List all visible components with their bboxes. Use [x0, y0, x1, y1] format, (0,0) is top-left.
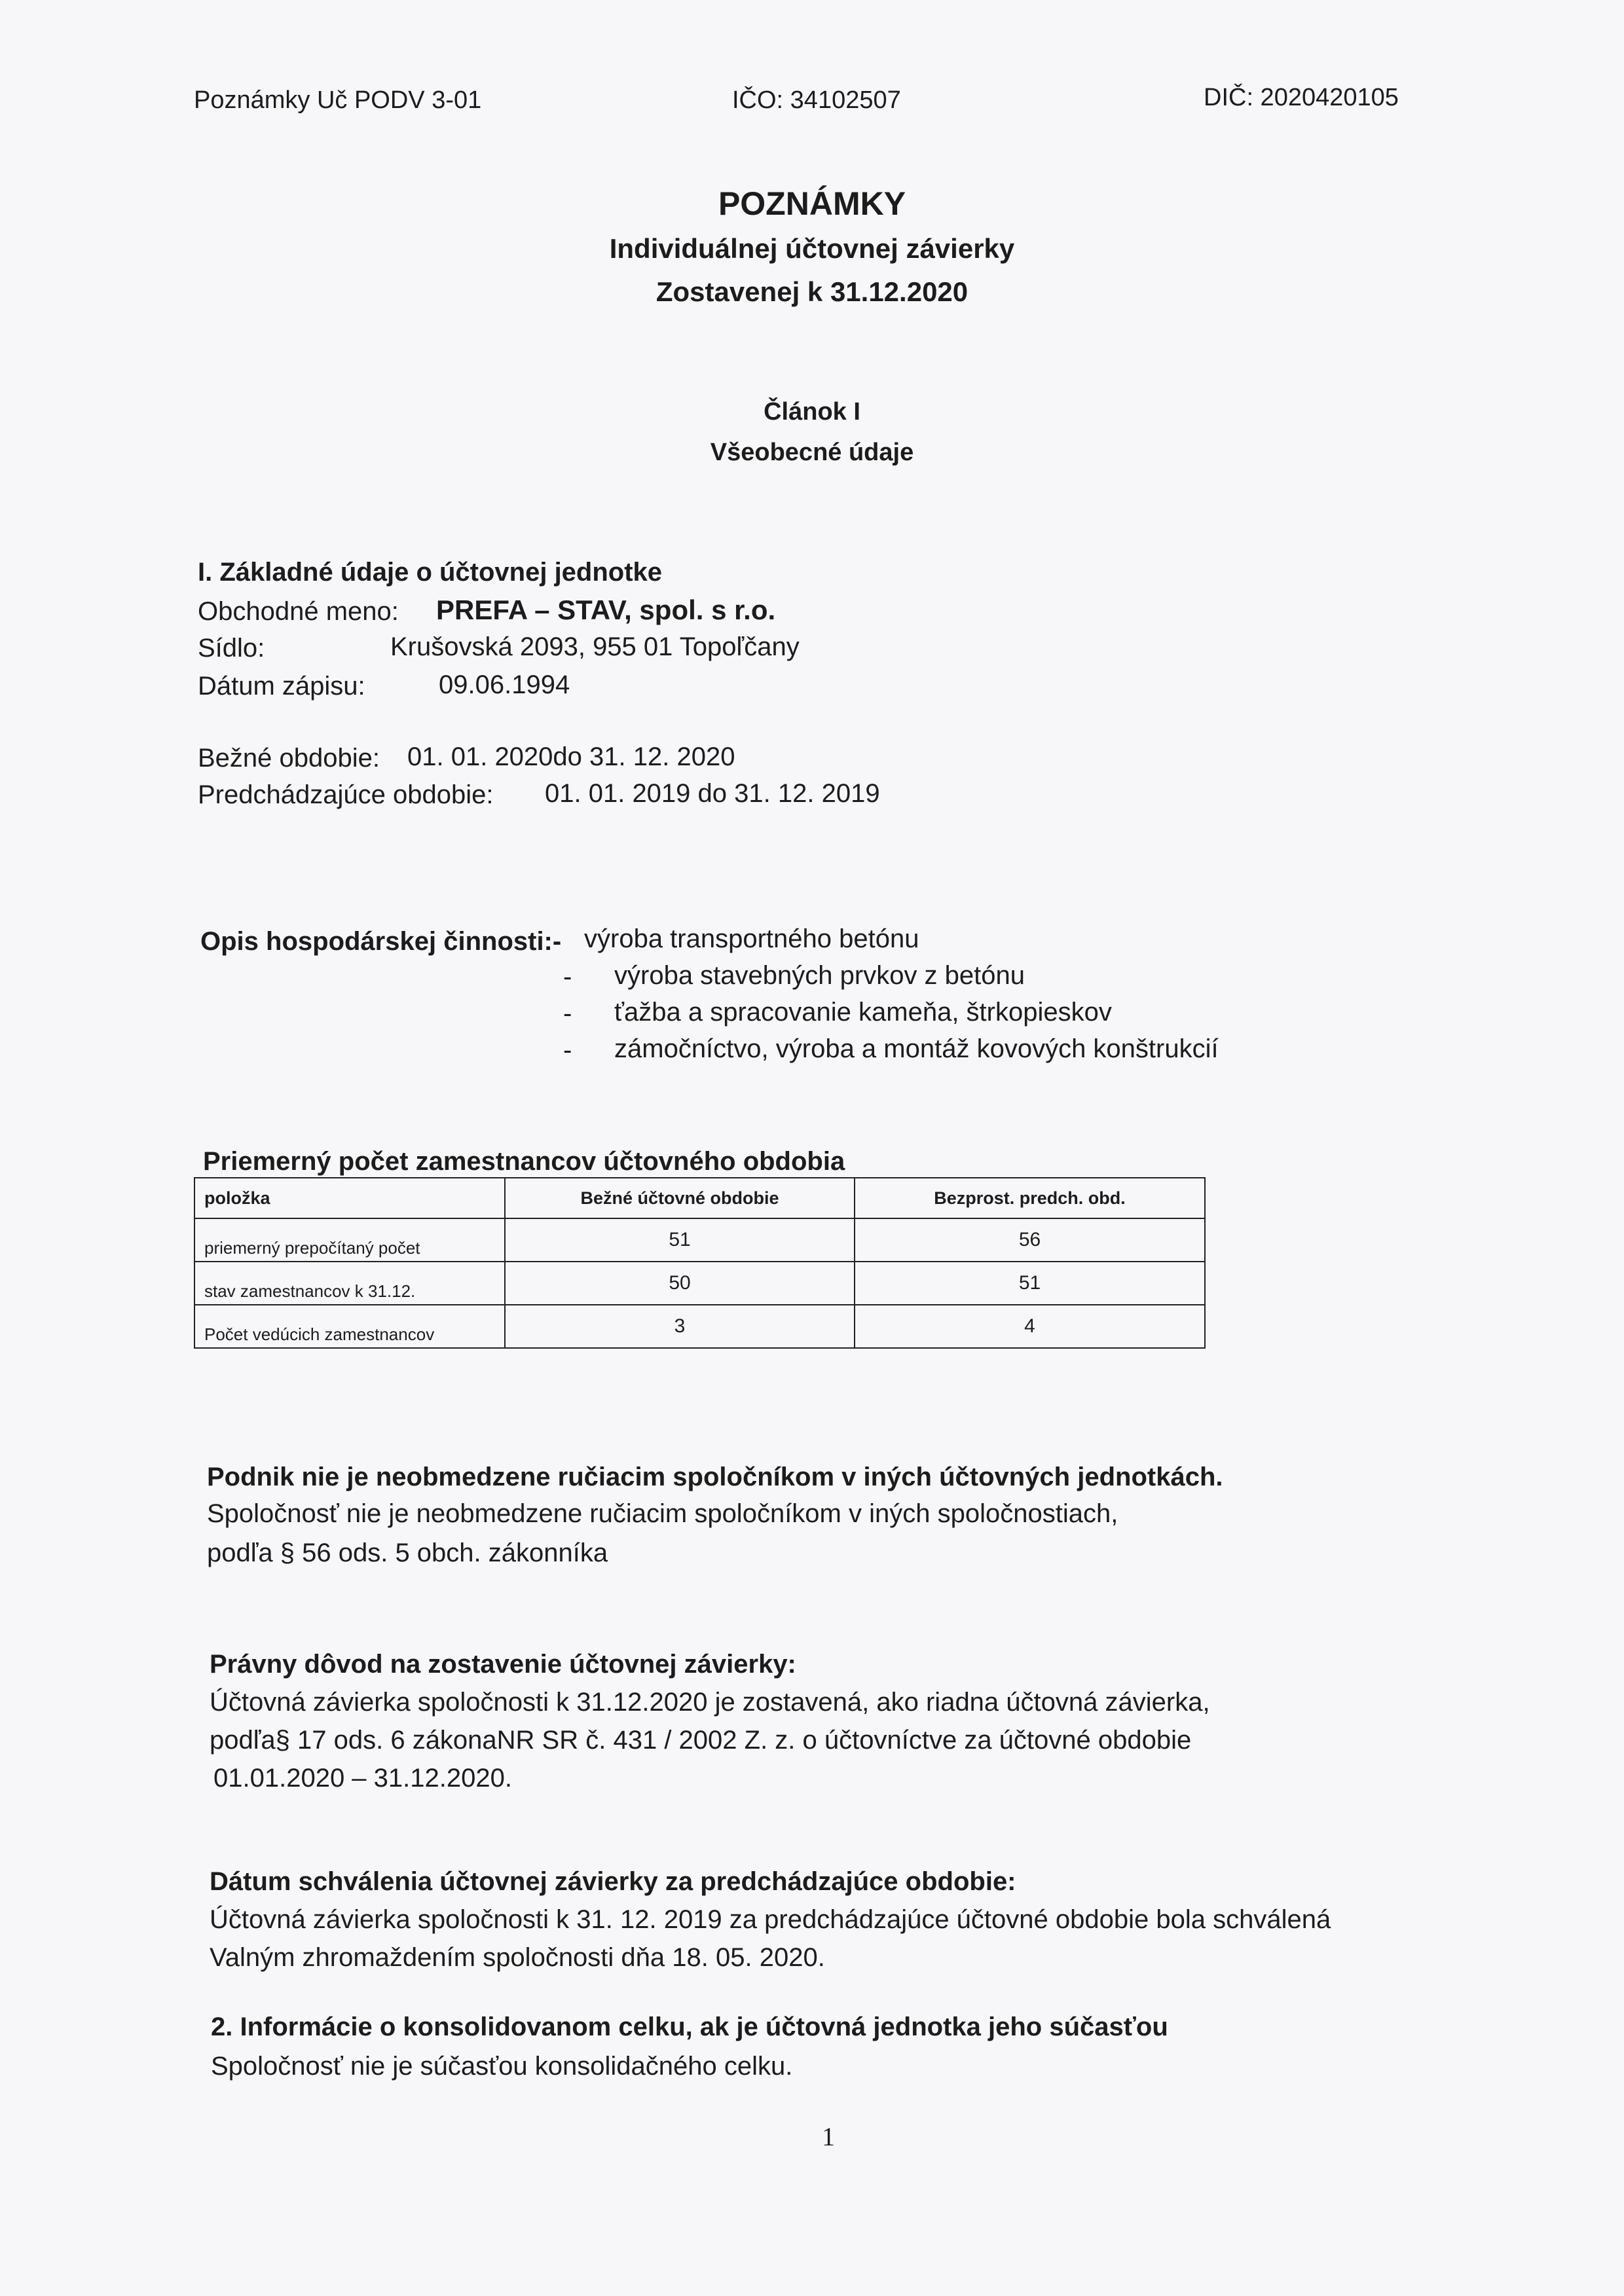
employees-heading: Priemerný počet zamestnancov účtovného obdobia	[203, 1147, 845, 1176]
registration-date-label: Dátum zápisu:	[198, 672, 365, 701]
table-cell: priemerný prepočítaný počet	[194, 1218, 505, 1262]
legal-reason-text: Účtovná závierka spoločnosti k 31.12.2020 je zostavená, ako riadna účtovná závierka,	[210, 1688, 1210, 1717]
header-dic: DIČ: 2020420105	[1204, 84, 1399, 111]
approval-text: Valným zhromaždením spoločnosti dňa 18. 05. 2020.	[210, 1943, 825, 1972]
approval-text: Účtovná závierka spoločnosti k 31. 12. 2019 za predchádzajúce účtovné obdobie bola schválená	[210, 1905, 1331, 1934]
article-title: Všeobecné údaje	[710, 439, 914, 466]
table-cell: 3	[505, 1305, 855, 1348]
table-row	[194, 1305, 1205, 1348]
table-cell: 50	[505, 1262, 855, 1305]
liability-text: Spoločnosť nie je neobmedzene ručiacim spoločníkom v iných spoločnostiach,	[207, 1499, 1118, 1528]
activity-dash: -	[563, 999, 572, 1028]
activity-item: výroba transportného betónu	[584, 924, 919, 953]
consolidation-heading: 2. Informácie o konsolidovanom celku, ak je účtovná jednotka jeho súčasťou	[211, 2013, 1168, 2041]
legal-reason-text: podľa§ 17 ods. 6 zákonaNR SR č. 431 / 2002 Z. z. o účtovníctve za účtovné obdobie	[210, 1726, 1192, 1755]
table-row	[194, 1218, 1205, 1262]
seat-label: Sídlo:	[198, 634, 265, 663]
legal-reason-heading: Právny dôvod na zostavenie účtovnej závierky:	[210, 1650, 796, 1679]
column-header: Bežné účtovné obdobie	[505, 1178, 855, 1218]
table-cell: 51	[855, 1262, 1205, 1305]
doc-title: POZNÁMKY	[718, 185, 906, 222]
liability-heading: Podnik nie je neobmedzene ručiacim spoločníkom v iných účtovných jednotkách.	[207, 1463, 1223, 1491]
table-cell: stav zamestnancov k 31.12.	[194, 1262, 505, 1305]
header-ico: IČO: 34102507	[732, 86, 901, 114]
section1-heading: I. Základné údaje o účtovnej jednotke	[198, 558, 663, 587]
consolidation-text: Spoločnosť nie je súčasťou konsolidačného celku.	[211, 2052, 793, 2081]
registration-date-value: 09.06.1994	[439, 670, 570, 699]
activity-item: ťažba a spracovanie kameňa, štrkopieskov	[614, 998, 1112, 1027]
article-number: Článok I	[764, 398, 860, 426]
activity-item: výroba stavebných prvkov z betónu	[614, 961, 1025, 990]
company-name-label: Obchodné meno:	[198, 597, 399, 626]
employees-table	[194, 1177, 1206, 1349]
activity-dash: -	[563, 1036, 572, 1065]
previous-period-label: Predchádzajúce obdobie:	[198, 780, 494, 809]
approval-heading: Dátum schválenia účtovnej závierky za predchádzajúce obdobie:	[210, 1867, 1016, 1896]
current-period-value: 01. 01. 2020do 31. 12. 2020	[407, 742, 735, 771]
table-row	[194, 1262, 1205, 1305]
table-cell: 4	[855, 1305, 1205, 1348]
seat-value: Krušovská 2093, 955 01 Topoľčany	[390, 632, 800, 661]
table-cell: 51	[505, 1218, 855, 1262]
activity-dash: -	[563, 962, 572, 991]
current-period-label: Bežné obdobie:	[198, 744, 380, 773]
previous-period-value: 01. 01. 2019 do 31. 12. 2019	[545, 779, 880, 808]
doc-subtitle: Individuálnej účtovnej závierky	[609, 233, 1015, 264]
activities-label: Opis hospodárskej činnosti:-	[200, 927, 562, 956]
legal-reason-text: 01.01.2020 – 31.12.2020.	[213, 1764, 512, 1793]
table-cell: Počet vedúcich zamestnancov	[194, 1305, 505, 1348]
column-header: položka	[194, 1178, 505, 1218]
table-header-row	[194, 1178, 1205, 1218]
liability-text: podľa § 56 ods. 5 obch. zákonníka	[207, 1539, 608, 1567]
table-cell: 56	[855, 1218, 1205, 1262]
page-number: 1	[822, 2122, 835, 2151]
column-header: Bezprost. predch. obd.	[855, 1178, 1205, 1218]
doc-date-line: Zostavenej k 31.12.2020	[655, 276, 969, 307]
activity-item: zámočníctvo, výroba a montáž kovových konštrukcií	[614, 1034, 1219, 1063]
header-doc-code: Poznámky Uč PODV 3-01	[194, 86, 482, 114]
company-name-value: PREFA – STAV, spol. s r.o.	[436, 594, 776, 625]
